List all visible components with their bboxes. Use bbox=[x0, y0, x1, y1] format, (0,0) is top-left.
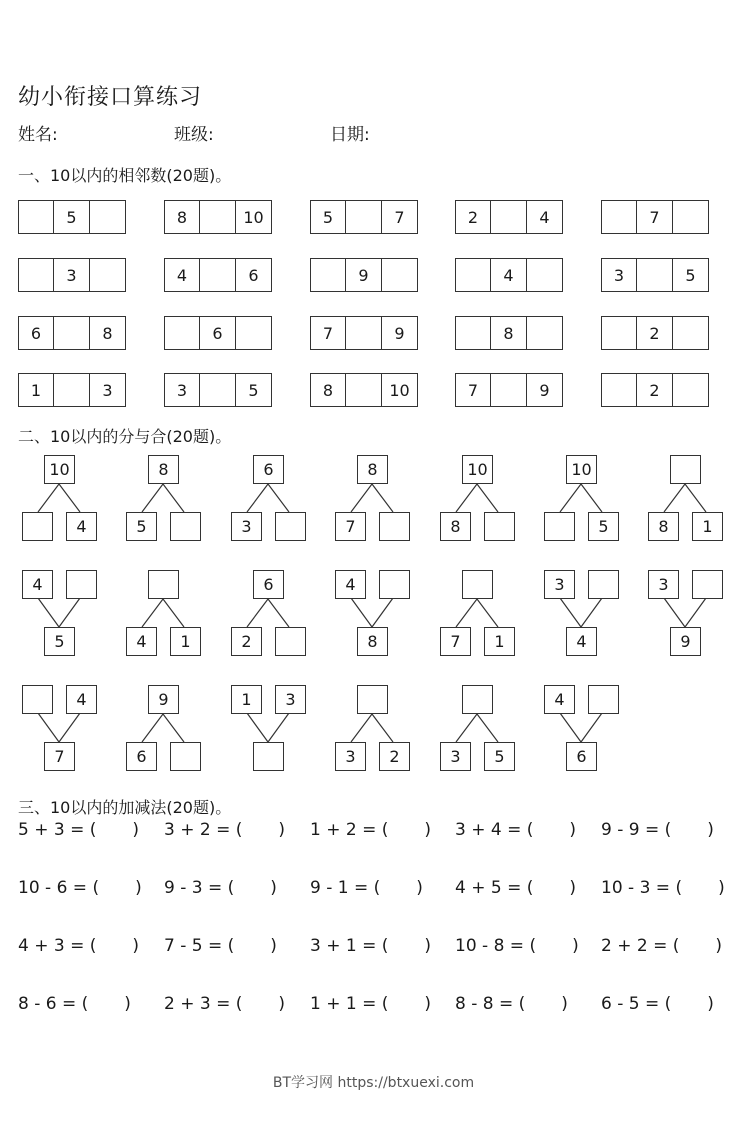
equation bbox=[455, 878, 576, 898]
neighbor-group bbox=[310, 373, 418, 407]
neighbor-group bbox=[455, 258, 563, 292]
answer-box[interactable] bbox=[236, 316, 272, 350]
number-box-left: 3 bbox=[544, 570, 575, 599]
number-box-left: 7 bbox=[440, 627, 471, 656]
close-paren: ) bbox=[707, 820, 714, 840]
close-paren: ) bbox=[132, 936, 140, 956]
number-box-whole: 8 bbox=[357, 627, 388, 656]
answer-box-left[interactable] bbox=[544, 512, 575, 541]
number-box: 10 bbox=[236, 200, 272, 234]
neighbor-group bbox=[18, 316, 126, 350]
answer-box-whole[interactable] bbox=[253, 742, 284, 771]
number-bond-merge bbox=[22, 570, 98, 657]
number-box: 8 bbox=[164, 200, 200, 234]
number-box: 8 bbox=[310, 373, 346, 407]
number-bond-split bbox=[335, 685, 411, 772]
number-box: 7 bbox=[382, 200, 418, 234]
number-box-whole: 8 bbox=[357, 455, 388, 484]
number-box: 9 bbox=[346, 258, 382, 292]
number-box-left: 7 bbox=[335, 512, 366, 541]
close-paren: ) bbox=[270, 878, 277, 898]
answer-box-whole[interactable] bbox=[357, 685, 388, 714]
number-box: 4 bbox=[164, 258, 200, 292]
number-bond-split bbox=[544, 455, 620, 542]
equation-text: 9 - 9 = ( bbox=[601, 820, 672, 840]
number-bond-split bbox=[126, 570, 202, 657]
answer-box-left[interactable] bbox=[22, 512, 53, 541]
neighbor-group bbox=[18, 373, 126, 407]
number-box-right: 3 bbox=[275, 685, 306, 714]
number-box-whole: 9 bbox=[670, 627, 701, 656]
number-box-right: 4 bbox=[66, 685, 97, 714]
equation-text: 9 - 3 = ( bbox=[164, 878, 235, 898]
answer-box[interactable] bbox=[54, 373, 90, 407]
close-paren: ) bbox=[132, 820, 140, 840]
equation-text: 9 - 1 = ( bbox=[310, 878, 381, 898]
number-box: 4 bbox=[527, 200, 563, 234]
number-box-left: 3 bbox=[648, 570, 679, 599]
equation bbox=[601, 820, 714, 840]
answer-box-whole[interactable] bbox=[148, 570, 179, 599]
section-3-heading: 三、10以内的加减法(20题)。 bbox=[18, 798, 232, 817]
equation-text: 1 + 1 = ( bbox=[310, 994, 389, 1014]
number-box-whole: 6 bbox=[253, 455, 284, 484]
answer-box[interactable] bbox=[310, 258, 346, 292]
answer-box[interactable] bbox=[601, 200, 637, 234]
number-bond-split bbox=[440, 570, 516, 657]
equation-text: 7 - 5 = ( bbox=[164, 936, 235, 956]
number-box-whole: 10 bbox=[566, 455, 597, 484]
number-box-whole: 6 bbox=[566, 742, 597, 771]
neighbor-group bbox=[310, 258, 418, 292]
neighbor-group bbox=[164, 258, 272, 292]
equation bbox=[18, 820, 139, 840]
number-box: 6 bbox=[236, 258, 272, 292]
number-box-left: 3 bbox=[335, 742, 366, 771]
number-bond-merge bbox=[648, 570, 724, 657]
equation bbox=[455, 936, 579, 956]
close-paren: ) bbox=[715, 936, 723, 956]
number-bond-merge bbox=[544, 570, 620, 657]
number-box: 3 bbox=[90, 373, 126, 407]
answer-box[interactable] bbox=[164, 316, 200, 350]
section-2-heading: 二、10以内的分与合(20题)。 bbox=[18, 427, 232, 446]
neighbor-group bbox=[164, 373, 272, 407]
number-bond-split bbox=[22, 455, 98, 542]
number-box: 9 bbox=[527, 373, 563, 407]
number-box: 6 bbox=[18, 316, 54, 350]
equation-text: 3 + 2 = ( bbox=[164, 820, 243, 840]
equation bbox=[455, 820, 576, 840]
answer-box[interactable] bbox=[346, 200, 382, 234]
equation bbox=[310, 878, 423, 898]
close-paren: ) bbox=[278, 994, 286, 1014]
number-box: 1 bbox=[18, 373, 54, 407]
answer-box[interactable] bbox=[382, 258, 418, 292]
neighbor-group bbox=[455, 373, 563, 407]
answer-box-whole[interactable] bbox=[670, 455, 701, 484]
number-box: 8 bbox=[491, 316, 527, 350]
answer-box-right[interactable] bbox=[379, 570, 410, 599]
close-paren: ) bbox=[424, 994, 432, 1014]
number-bond-merge bbox=[544, 685, 620, 772]
close-paren: ) bbox=[718, 878, 725, 898]
answer-box[interactable] bbox=[346, 373, 382, 407]
number-box-right: 1 bbox=[692, 512, 723, 541]
number-box-left: 2 bbox=[231, 627, 262, 656]
number-bond-split bbox=[126, 455, 202, 542]
number-box-whole: 7 bbox=[44, 742, 75, 771]
answer-box[interactable] bbox=[18, 258, 54, 292]
number-box-left: 5 bbox=[126, 512, 157, 541]
number-bond-merge bbox=[22, 685, 98, 772]
neighbor-group bbox=[455, 316, 563, 350]
answer-box[interactable] bbox=[455, 258, 491, 292]
number-box-whole: 10 bbox=[44, 455, 75, 484]
number-box-right: 4 bbox=[66, 512, 97, 541]
equation-text: 10 - 8 = ( bbox=[455, 936, 537, 956]
name-label: 姓名: bbox=[18, 125, 58, 145]
equation-text: 10 - 6 = ( bbox=[18, 878, 100, 898]
answer-box-right[interactable] bbox=[379, 512, 410, 541]
equation bbox=[164, 878, 277, 898]
number-box: 8 bbox=[90, 316, 126, 350]
answer-box[interactable] bbox=[200, 200, 236, 234]
answer-box[interactable] bbox=[601, 316, 637, 350]
equation-text: 5 + 3 = ( bbox=[18, 820, 97, 840]
answer-box-right[interactable] bbox=[588, 570, 619, 599]
answer-box[interactable] bbox=[200, 373, 236, 407]
close-paren: ) bbox=[124, 994, 131, 1014]
number-box-left: 6 bbox=[126, 742, 157, 771]
answer-box[interactable] bbox=[673, 200, 709, 234]
number-bond-split bbox=[126, 685, 202, 772]
answer-box-right[interactable] bbox=[170, 742, 201, 771]
answer-box[interactable] bbox=[527, 316, 563, 350]
equation bbox=[18, 878, 142, 898]
number-box: 3 bbox=[164, 373, 200, 407]
answer-box-right[interactable] bbox=[484, 512, 515, 541]
footer-watermark: BT学习网 https://btxuexi.com bbox=[272, 1075, 475, 1091]
number-box: 5 bbox=[54, 200, 90, 234]
number-box-whole: 9 bbox=[148, 685, 179, 714]
number-box-right: 5 bbox=[588, 512, 619, 541]
number-box-whole: 5 bbox=[44, 627, 75, 656]
answer-box[interactable] bbox=[200, 258, 236, 292]
close-paren: ) bbox=[424, 936, 432, 956]
answer-box[interactable] bbox=[527, 258, 563, 292]
close-paren: ) bbox=[424, 820, 432, 840]
number-bond-split bbox=[440, 685, 516, 772]
close-paren: ) bbox=[135, 878, 142, 898]
number-box-left: 4 bbox=[22, 570, 53, 599]
number-box-whole: 6 bbox=[253, 570, 284, 599]
equation-text: 4 + 5 = ( bbox=[455, 878, 534, 898]
answer-box[interactable] bbox=[491, 373, 527, 407]
answer-box[interactable] bbox=[491, 200, 527, 234]
number-bond-merge bbox=[231, 685, 307, 772]
neighbor-group bbox=[18, 258, 126, 292]
neighbor-group bbox=[164, 200, 272, 234]
section-1-heading: 一、10以内的相邻数(20题)。 bbox=[18, 166, 232, 185]
equation bbox=[601, 936, 722, 956]
number-bond-split bbox=[231, 570, 307, 657]
number-bond-split bbox=[231, 455, 307, 542]
number-box-left: 4 bbox=[335, 570, 366, 599]
equation bbox=[18, 994, 131, 1014]
answer-box-right[interactable] bbox=[66, 570, 97, 599]
number-box-left: 8 bbox=[648, 512, 679, 541]
equation bbox=[310, 820, 431, 840]
number-box: 5 bbox=[236, 373, 272, 407]
number-box: 7 bbox=[310, 316, 346, 350]
number-box-left: 4 bbox=[126, 627, 157, 656]
answer-box-whole[interactable] bbox=[462, 685, 493, 714]
equation-text: 8 - 8 = ( bbox=[455, 994, 526, 1014]
number-box-right: 5 bbox=[484, 742, 515, 771]
equation bbox=[164, 994, 285, 1014]
answer-box-right[interactable] bbox=[588, 685, 619, 714]
answer-box-right[interactable] bbox=[692, 570, 723, 599]
answer-box-right[interactable] bbox=[275, 512, 306, 541]
neighbor-group bbox=[310, 200, 418, 234]
number-box-left: 4 bbox=[544, 685, 575, 714]
answer-box-right[interactable] bbox=[170, 512, 201, 541]
number-bond-split bbox=[648, 455, 724, 542]
equation-text: 4 + 3 = ( bbox=[18, 936, 97, 956]
equation-text: 3 + 1 = ( bbox=[310, 936, 389, 956]
neighbor-group bbox=[18, 200, 126, 234]
equation-text: 2 + 3 = ( bbox=[164, 994, 243, 1014]
number-box: 7 bbox=[455, 373, 491, 407]
equation bbox=[164, 820, 285, 840]
answer-box-right[interactable] bbox=[275, 627, 306, 656]
number-box: 3 bbox=[601, 258, 637, 292]
answer-box[interactable] bbox=[346, 316, 382, 350]
answer-box[interactable] bbox=[455, 316, 491, 350]
close-paren: ) bbox=[572, 936, 579, 956]
number-box-right: 1 bbox=[484, 627, 515, 656]
close-paren: ) bbox=[416, 878, 423, 898]
number-box-whole: 10 bbox=[462, 455, 493, 484]
answer-box[interactable] bbox=[673, 373, 709, 407]
equation bbox=[164, 936, 277, 956]
number-box-whole: 4 bbox=[566, 627, 597, 656]
number-box: 7 bbox=[637, 200, 673, 234]
answer-box[interactable] bbox=[54, 316, 90, 350]
equation-text: 1 + 2 = ( bbox=[310, 820, 389, 840]
equation bbox=[310, 936, 431, 956]
close-paren: ) bbox=[707, 994, 714, 1014]
number-box-right: 2 bbox=[379, 742, 410, 771]
neighbor-group bbox=[455, 200, 563, 234]
neighbor-group bbox=[601, 258, 709, 292]
date-label: 日期: bbox=[330, 125, 370, 145]
neighbor-group bbox=[601, 316, 709, 350]
equation-text: 3 + 4 = ( bbox=[455, 820, 534, 840]
number-bond-merge bbox=[335, 570, 411, 657]
equation-text: 6 - 5 = ( bbox=[601, 994, 672, 1014]
equation bbox=[601, 878, 725, 898]
neighbor-group bbox=[601, 373, 709, 407]
equation bbox=[18, 936, 139, 956]
answer-box[interactable] bbox=[637, 258, 673, 292]
close-paren: ) bbox=[569, 878, 577, 898]
page-title: 幼小衔接口算练习 bbox=[18, 85, 203, 110]
answer-box[interactable] bbox=[90, 200, 126, 234]
answer-box-left[interactable] bbox=[22, 685, 53, 714]
number-box: 9 bbox=[382, 316, 418, 350]
number-box-left: 3 bbox=[231, 512, 262, 541]
neighbor-group bbox=[310, 316, 418, 350]
number-bond-split bbox=[440, 455, 516, 542]
neighbor-group bbox=[164, 316, 272, 350]
neighbor-group bbox=[601, 200, 709, 234]
equation-text: 8 - 6 = ( bbox=[18, 994, 89, 1014]
number-box: 3 bbox=[54, 258, 90, 292]
number-box: 2 bbox=[455, 200, 491, 234]
number-box: 4 bbox=[491, 258, 527, 292]
answer-box-whole[interactable] bbox=[462, 570, 493, 599]
number-box: 2 bbox=[637, 316, 673, 350]
equation-text: 10 - 3 = ( bbox=[601, 878, 683, 898]
number-box: 5 bbox=[673, 258, 709, 292]
number-box: 10 bbox=[382, 373, 418, 407]
answer-box[interactable] bbox=[601, 373, 637, 407]
number-bond-split bbox=[335, 455, 411, 542]
answer-box[interactable] bbox=[90, 258, 126, 292]
number-box-left: 8 bbox=[440, 512, 471, 541]
number-box-left: 1 bbox=[231, 685, 262, 714]
close-paren: ) bbox=[569, 820, 577, 840]
number-box-right: 1 bbox=[170, 627, 201, 656]
equation bbox=[310, 994, 431, 1014]
class-label: 班级: bbox=[174, 125, 214, 145]
number-box: 5 bbox=[310, 200, 346, 234]
number-box: 2 bbox=[637, 373, 673, 407]
equation bbox=[601, 994, 714, 1014]
close-paren: ) bbox=[270, 936, 277, 956]
number-box-whole: 8 bbox=[148, 455, 179, 484]
number-box-left: 3 bbox=[440, 742, 471, 771]
answer-box[interactable] bbox=[673, 316, 709, 350]
close-paren: ) bbox=[561, 994, 568, 1014]
number-box: 6 bbox=[200, 316, 236, 350]
equation-text: 2 + 2 = ( bbox=[601, 936, 680, 956]
equation bbox=[455, 994, 568, 1014]
close-paren: ) bbox=[278, 820, 286, 840]
answer-box[interactable] bbox=[18, 200, 54, 234]
